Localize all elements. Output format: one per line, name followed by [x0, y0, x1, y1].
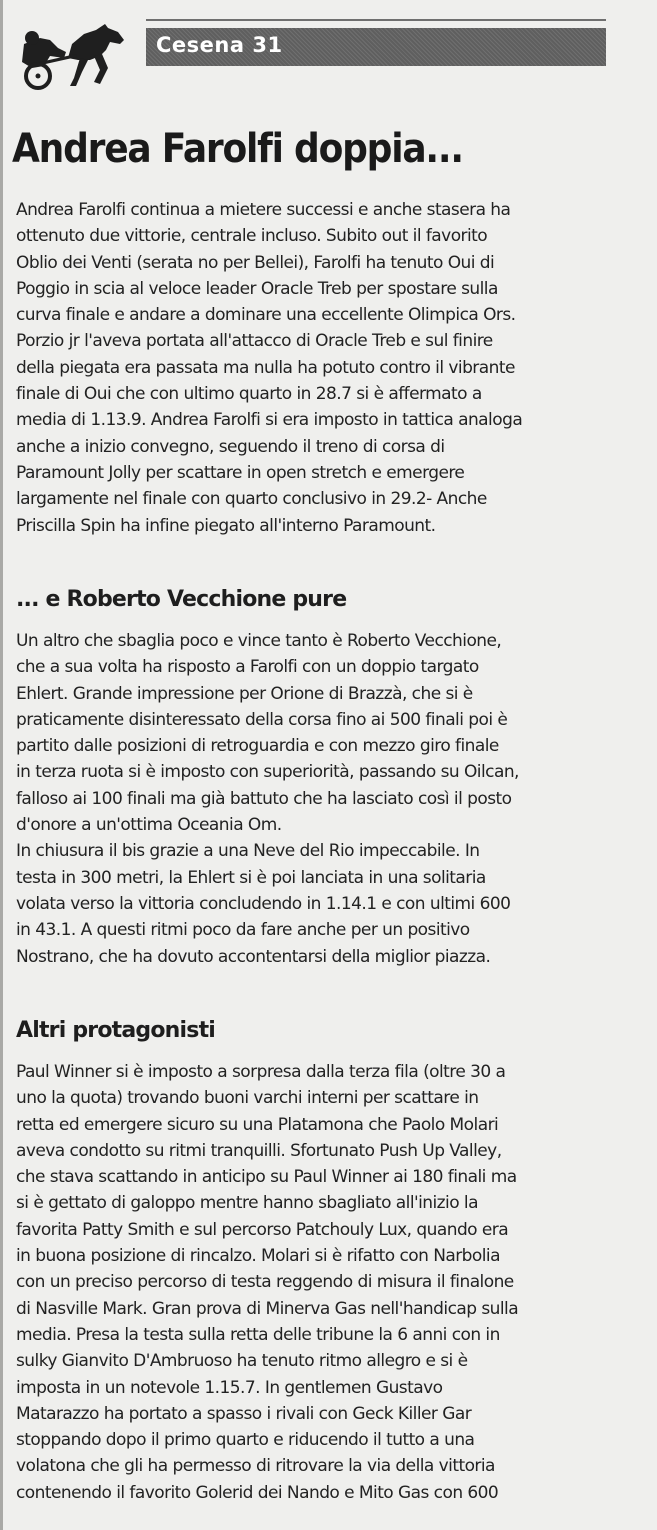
text-line: Nostrano, che ha dovuto accontentarsi della miglior piazza. — [16, 946, 491, 967]
text-line: in 43.1. A questi ritmi poco da fare anche per un positivo — [16, 920, 470, 941]
text-line: Poggio in scia al veloce leader Oracle Treb per spostare sulla — [16, 278, 498, 299]
text-line: si è gettato di galoppo mentre hanno sbagliato all'inizio la — [16, 1193, 478, 1214]
text-line: Matarazzo ha portato a spasso i rivali con Geck Killer Gar — [16, 1403, 472, 1424]
text-line: Un altro che sbaglia poco e vince tanto è Roberto Vecchione, — [16, 631, 502, 651]
text-line: favorita Patty Smith e sul percorso Patchouly Lux, quando era — [16, 1219, 509, 1240]
text-line: media di 1.13.9. Andrea Farolfi si era imposto in tattica analoga — [16, 410, 523, 431]
text-line: Paul Winner si è imposto a sorpresa dalla terza fila (oltre 30 a — [16, 1062, 506, 1082]
subheading-altri-protagonisti: Altri protagonisti — [16, 1018, 216, 1043]
article-title: Andrea Farolfi doppia... — [12, 126, 463, 172]
text-line: volata verso la vittoria concludendo in 1.14.1 e con ultimi 600 — [16, 893, 511, 914]
text-line: Andrea Farolfi continua a mietere successi e anche stasera ha — [16, 200, 511, 220]
text-line: stoppando dopo il primo quarto e riducendo il tutto a una — [16, 1430, 475, 1451]
text-line: che a sua volta ha risposto a Farolfi con un doppio targato — [16, 657, 479, 678]
page-edge — [0, 0, 3, 1530]
paragraph-2 — [16, 628, 641, 970]
text-line: Priscilla Spin ha infine piegato all'interno Paramount. — [16, 515, 436, 536]
text-line: in buona posizione di rincalzo. Molari si è rifatto con Narbolia — [16, 1246, 500, 1267]
text-line: d'onore a un'ottima Oceania Om. — [16, 815, 282, 836]
text-line: retta ed emergere sicuro su una Platamona che Paolo Molari — [16, 1114, 499, 1135]
text-line: praticamente disinteressato della corsa fino ai 500 finali poi è — [16, 709, 508, 730]
text-line: volatona che gli ha permesso di ritrovare la via della vittoria — [16, 1456, 495, 1477]
text-line: finale di Oui che con ultimo quarto in 28.7 si è affermato a — [16, 384, 482, 405]
text-line: della piegata era passata ma nulla ha potuto contro il vibrante — [16, 357, 515, 378]
text-line: ottenuto due vittorie, centrale incluso. Subito out il favorito — [16, 226, 488, 247]
text-line: media. Presa la testa sulla retta delle tribune la 6 anni con in — [16, 1324, 500, 1345]
text-line: uno la quota) trovando buoni varchi interni per scattare in — [16, 1088, 479, 1109]
text-line: In chiusura il bis grazie a una Neve del Rio impeccabile. In — [16, 841, 480, 862]
text-line: anche a inizio convegno, seguendo il treno di corsa di — [16, 436, 445, 457]
section-label: Cesena 31 — [156, 33, 283, 57]
harness-racing-icon — [10, 22, 128, 94]
text-line: in terza ruota si è imposto con superiorità, passando su Oilcan, — [16, 762, 519, 783]
text-line: Oblio dei Venti (serata no per Bellei), Farolfi ha tenuto Oui di — [16, 252, 495, 273]
text-line: con un preciso percorso di testa reggendo di misura il finalone — [16, 1272, 514, 1293]
text-line: Ehlert. Grande impressione per Orione di Brazzà, che si è — [16, 683, 473, 704]
text-line: testa in 300 metri, la Ehlert si è poi lanciata in una solitaria — [16, 867, 486, 888]
text-line: imposta in un notevole 1.15.7. In gentlemen Gustavo — [16, 1377, 443, 1398]
header-rule — [146, 19, 606, 21]
section-band — [146, 28, 606, 66]
text-line: sulky Gianvito D'Ambruoso ha tenuto ritmo allegro e si è — [16, 1351, 468, 1372]
paragraph-1 — [16, 197, 641, 539]
text-line: Porzio jr l'aveva portata all'attacco di Oracle Treb e sul finire — [16, 331, 493, 352]
text-line: che stava scattando in anticipo su Paul Winner ai 180 finali ma — [16, 1167, 517, 1188]
text-line: aveva condotto su ritmi tranquilli. Sfortunato Push Up Valley, — [16, 1140, 502, 1161]
text-line: partito dalle posizioni di retroguardia e con mezzo giro finale — [16, 736, 499, 757]
text-line: falloso ai 100 finali ma già battuto che ha lasciato così il posto — [16, 788, 512, 809]
text-line: largamente nel finale con quarto conclusivo in 29.2- Anche — [16, 489, 487, 510]
text-line: di Nasville Mark. Gran prova di Minerva Gas nell'handicap sulla — [16, 1298, 519, 1319]
subheading-vecchione: ... e Roberto Vecchione pure — [16, 587, 347, 612]
text-line: curva finale e andare a dominare una eccellente Olimpica Ors. — [16, 305, 516, 326]
text-line: Paramount Jolly per scattare in open stretch e emergere — [16, 462, 465, 483]
paragraph-3 — [16, 1059, 641, 1506]
text-line: contenendo il favorito Golerid dei Nando e Mito Gas con 600 — [16, 1482, 499, 1503]
